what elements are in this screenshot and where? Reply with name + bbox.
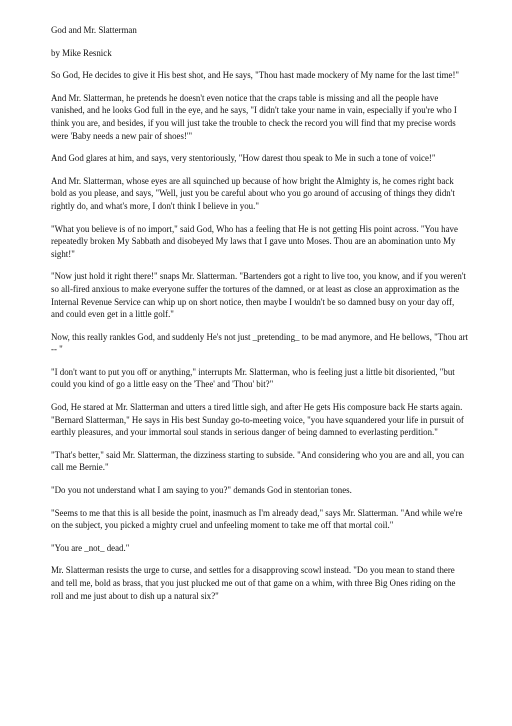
paragraph: And Mr. Slatterman, whose eyes are all squinched up because of how bright the Almighty is, he comes right back bold as you please, and says, "Well, just you be careful about who you go around of accusing of things they didn't rightly do, and what's more, I don't think I believe in you." (51, 175, 455, 211)
paragraph: "That's better," said Mr. Slatterman, the dizziness starting to subside. "And considering who you are and all, you can call me Bernie." (51, 449, 465, 473)
paragraph: "Now just hold it right there!" snaps Mr. Slatterman. "Bartenders got a right to live too, you know, and if you weren't so all-fired anxious to make everyone suffer the tortures of the damned, or at least as close an approximation as the Internal Revenue Service can whip up on short notice, then maybe I wouldn't be so damned busy on your day off, and could even get in a little golf." (51, 271, 466, 320)
paragraph: "Seems to me that this is all beside the point, inasmuch as I'm already dead," says Mr. Slatterman. "And while we're on the subject, you picked a mighty cruel and unfeeling moment to take me off that mortal coil." (51, 507, 463, 531)
paragraph: "I don't want to put you off or anything," interrupts Mr. Slatterman, who is feeling just a little bit disoriented, "but could you kind of go a little easy on the 'Thee' and 'Thou' bit?" (51, 366, 455, 390)
paragraph: Mr. Slatterman resists the urge to curse, and settles for a disapproving scowl instead. "Do you mean to stand there and tell me, bold as brass, that you just plucked me out of that game on a whim, with three Big Ones riding on the roll and me just about to dish up a natural six?" (51, 565, 456, 601)
paragraph: And Mr. Slatterman, he pretends he doesn't even notice that the craps table is missing and all the people have vanished, and he looks God full in the eye, and he says, "I didn't take your name in vain, especially if you're who I think you are, and besides, if you will just take the trouble to check the record you will find that my precise words were 'Baby needs a new pair of shoes!'" (51, 92, 457, 141)
paragraph: "You are _not_ dead." (51, 542, 130, 553)
paragraph: Now, this really rankles God, and suddenly He's not just _pretending_ to be mad anymore, and He bellows, "Thou art -- " (51, 331, 468, 355)
paragraph: "What you believe is of no import," said God, Who has a feeling that He is not getting His point across. "You have repeatedly broken My Sabbath and disobeyed My laws that I gave unto Moses. Thou are an abomination unto My sight!" (51, 223, 458, 259)
story-title: God and Mr. Slatterman (51, 25, 137, 35)
paragraph: And God glares at him, and says, very stentoriously, "How darest thou speak to Me in such a tone of voice!" (51, 153, 436, 164)
paragraph: So God, He decides to give it His best shot, and He says, "Thou hast made mockery of My name for the last time!" (51, 70, 460, 81)
story-byline: by Mike Resnick (51, 47, 112, 58)
paragraph: "Do you not understand what I am saying to you?" demands God in stentorian tones. (51, 485, 352, 496)
paragraph: God, He stared at Mr. Slatterman and utters a tired little sigh, and after He gets His composure back He starts again. "Bernard Slatterman," He says in His best Sunday go-to-meeting voice, "you have squandered your life in pursuit of earthly pleasures, and your immortal soul stands in serious danger of being damned to everlasting perdition." (51, 402, 464, 438)
